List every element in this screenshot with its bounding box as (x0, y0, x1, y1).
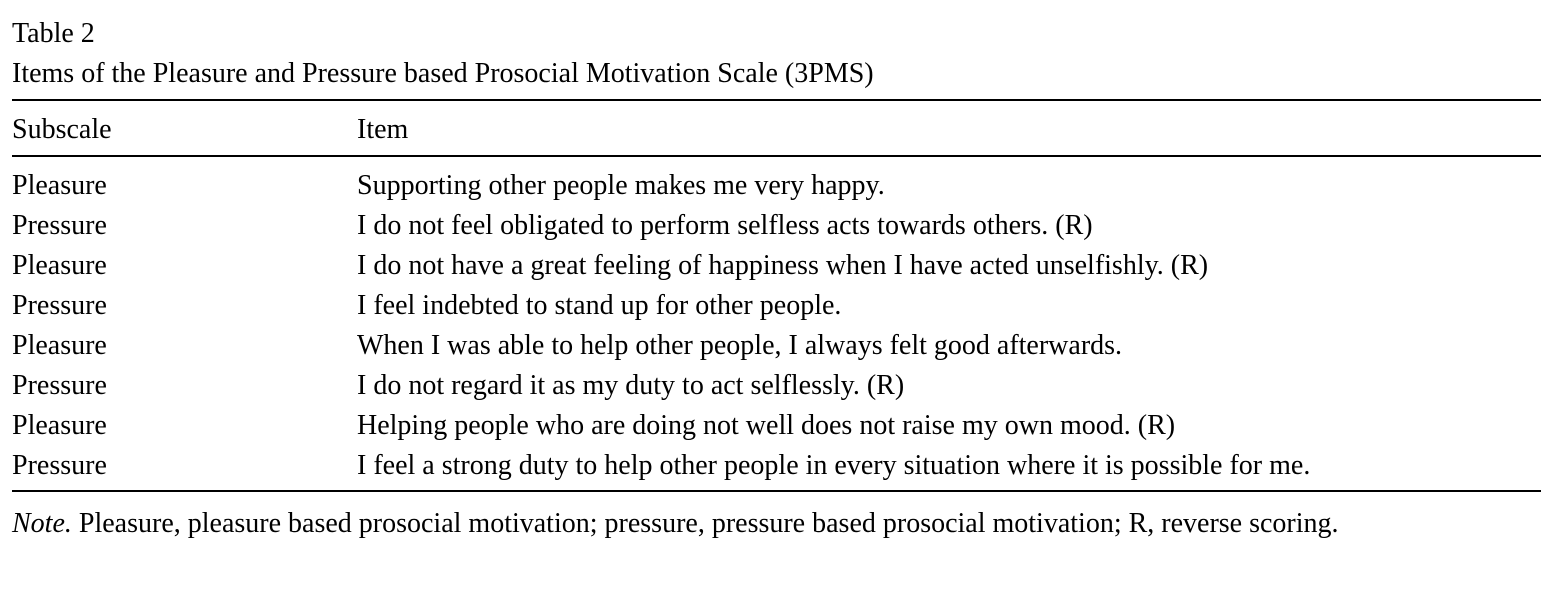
subscale-cell: Pleasure (12, 250, 107, 281)
note-text: Pleasure, pleasure based prosocial motivation; pressure, pressure based prosocial motivation; R, reverse scoring. (71, 508, 1339, 539)
item-cell: I feel a strong duty to help other people in every situation where it is possible for me. (357, 450, 1311, 481)
column-header-subscale: Subscale (12, 114, 112, 145)
table-row (12, 328, 1541, 368)
note-label: Note. (12, 508, 72, 539)
table-label: Table 2 (12, 18, 95, 49)
table-body (12, 168, 1541, 488)
item-cell: I do not regard it as my duty to act selflessly. (R) (357, 370, 905, 401)
item-cell: Helping people who are doing not well does not raise my own mood. (R) (357, 410, 1176, 441)
table-note (12, 504, 1541, 544)
subscale-cell: Pleasure (12, 410, 107, 441)
header-rule (12, 155, 1541, 157)
item-cell: When I was able to help other people, I always felt good afterwards. (357, 330, 1123, 361)
table-row (12, 448, 1541, 488)
item-cell: I feel indebted to stand up for other people. (357, 290, 842, 321)
table-row (12, 168, 1541, 208)
table-title: Items of the Pleasure and Pressure based Prosocial Motivation Scale (3PMS) (12, 58, 874, 89)
table-row (12, 248, 1541, 288)
subscale-cell: Pressure (12, 290, 107, 321)
item-cell: I do not have a great feeling of happiness when I have acted unselfishly. (R) (357, 250, 1209, 281)
subscale-cell: Pressure (12, 450, 107, 481)
table-row (12, 408, 1541, 448)
subscale-cell: Pressure (12, 370, 107, 401)
subscale-cell: Pressure (12, 210, 107, 241)
column-header-item: Item (357, 114, 409, 145)
top-rule (12, 99, 1541, 101)
table-row (12, 288, 1541, 328)
bottom-rule (12, 490, 1541, 492)
subscale-cell: Pleasure (12, 330, 107, 361)
item-cell: I do not feel obligated to perform selfless acts towards others. (R) (357, 210, 1093, 241)
item-cell: Supporting other people makes me very happy. (357, 170, 885, 201)
subscale-cell: Pleasure (12, 170, 107, 201)
table-row (12, 368, 1541, 408)
table-row (12, 208, 1541, 248)
